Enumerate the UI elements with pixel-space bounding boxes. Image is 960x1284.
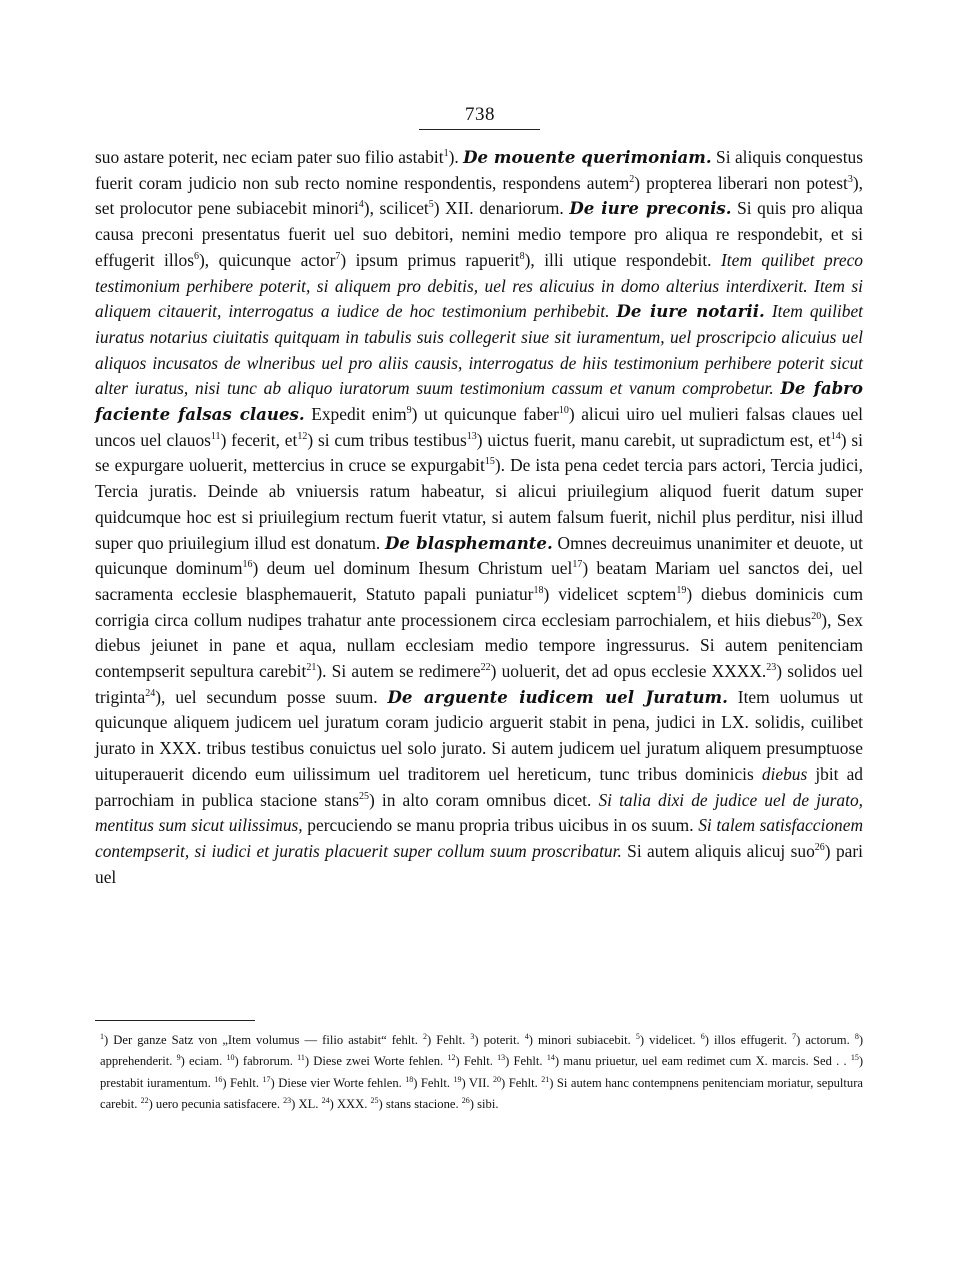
footnote-marker: 20 [811, 610, 822, 622]
section-heading: De blasphemante. [385, 532, 553, 553]
text-run: ) apprehenderit. [100, 1033, 864, 1069]
text-run: ), scilicet [363, 198, 429, 219]
italic-text: Item quilibet iuratus notarius ciuitatis quitquam in tabulis suis collegerit siue sit iuramentum, uel proscripcio alicuius uel aliquos incusatos de wlneribus uel pro aliis causis, interrogatus de hiis testimonium perhibere poterit sicut alter iuratus, nisi tunc ab aliquo iuratorum suum testimonium cassum et vanum comprobetur. [95, 301, 863, 399]
text-run: ). Si autem se redimere [316, 661, 481, 682]
text-run: ) uictus fuerit, manu carebit, ut supradictum est, et [476, 429, 831, 450]
text-run: ) alicui uiro uel mulieri falsas claues uel uncos uel clauos [95, 404, 863, 450]
footnote-marker: 14 [830, 430, 841, 442]
footnote-marker: 12 [297, 430, 308, 442]
footnote-marker: 5 [635, 1031, 640, 1041]
footnote-marker: 19 [676, 585, 687, 597]
footnote-marker: 22 [140, 1095, 149, 1105]
footnote-marker: 17 [572, 559, 583, 571]
footnote-marker: 1 [100, 1031, 104, 1041]
footnote-marker: 16 [242, 559, 253, 571]
text-run: ), set prolocutor pene subiacebit minori [95, 172, 863, 219]
section-heading: De iure notarii. [616, 301, 765, 322]
text-run: ) propterea liberari non potest [634, 172, 848, 193]
text-run: ) Diese vier Worte fehlen. [270, 1075, 406, 1090]
text-run: ) beatam Mariam uel sanctos dei, uel sacramenta ecclesie blasphemauerit, Statuto papali puniatur [95, 558, 863, 604]
text-run: ) XL. [291, 1096, 322, 1111]
footnote-marker: 2 [629, 173, 635, 185]
footnote-marker: 4 [524, 1031, 529, 1041]
text-run: ) Fehlt. [427, 1033, 471, 1047]
section-heading: De fabro faciente falsas claues. [95, 378, 863, 425]
text-run: ) Fehlt. [413, 1075, 454, 1090]
footnote-marker: 12 [447, 1053, 456, 1063]
text-run: ) ipsum primus rapuerit [340, 249, 520, 270]
footnote-marker: 23 [283, 1095, 292, 1105]
text-run: ), Sex diebus jeiunet in pane et aqua, nullam ecclesiam medio tempore ingressurus. Si autem penitenciam contempserit sepultura carebit [95, 609, 863, 682]
footnote-marker: 21 [306, 662, 317, 674]
page-number: 738 [465, 104, 495, 125]
italic-text: Si talia dixi de judice uel de jurato, mentitus sum sicut uilissimus, [95, 789, 863, 836]
text-run: ) Der ganze Satz von „Item volumus — filio astabit“ fehlt. [104, 1033, 424, 1047]
footnote-marker: 24 [321, 1095, 330, 1105]
text-run [765, 301, 772, 321]
text-run: ) in alto coram omnibus dicet. [369, 789, 599, 810]
footnote-marker: 8 [519, 251, 525, 263]
text-run: ) VII. [461, 1075, 494, 1090]
text-run: ) Fehlt. [505, 1054, 547, 1069]
text-run: Item uolumus ut quicunque aliquem judicem uel juratum coram judicio arguerit stabit in pena, judici in LX. solidis, cuilibet jurato in XXX. tribus testibus conuictus uel solo jurato. Si autem judicem uel juratum aliquem presumptuose uituperauerit dicendo eum uilissimum uel traditorem uel hereticum, tunc tribus dominicis [95, 686, 863, 784]
footnote-marker: 23 [766, 662, 777, 674]
text-run: ), illi utique respondebit. [524, 249, 721, 270]
text-run: Omnes decreuimus unanimiter et deuote, ut quicunque dominum [95, 532, 863, 579]
text-run: Si autem aliquis alicuj suo [621, 840, 815, 861]
italic-text: Item quilibet preco testimonium perhibere poterit, si aliquem pro debitis, uel res alicuius in domo alterius interdixerit. Item si aliquem citauerit, interrogatus a iudice de hoc testimonium perhibebit. [95, 249, 863, 322]
main-paragraph [95, 145, 863, 890]
text-run: ) prestabit iuramentum. [100, 1054, 864, 1090]
footnotes [100, 1030, 863, 1115]
footnote-marker: 14 [546, 1053, 555, 1063]
section-heading: De mouente querimoniam. [463, 147, 712, 167]
text-run: ) sibi. [469, 1096, 499, 1111]
footnote-marker: 26 [461, 1095, 470, 1105]
text-run: ) solidos uel triginta [95, 661, 863, 707]
text-run: ). De ista pena cedet tercia pars actori, Tercia judici, Tercia juratis. Deinde ab vniuersis ratum habeatur, si alicui priuilegium aliquod fuerit datum super quidcumque hoc est si priuilegium rectum fuerit vtatur, si autem falsum fuerit, nichil plus perditur, nisi illud super quo priuilegium illud est donatum. [95, 455, 863, 553]
footnote-marker: 7 [335, 251, 341, 263]
text-run: ) ut quicunque faber [411, 404, 559, 425]
footnote-marker: 13 [466, 430, 477, 442]
text-run: ) Diese zwei Worte fehlen. [304, 1054, 448, 1069]
text-run: ) uero pecunia satisfacere. [148, 1096, 284, 1111]
text-run: jbit ad parrochiam in publica stacione stans [95, 763, 863, 810]
text-run: Si aliquis conquestus fuerit coram judicio non sub recto nomine respondentis, respondens autem [95, 147, 863, 193]
footnote-marker: 20 [493, 1074, 502, 1084]
text-run: ) si se expurgare uoluerit, mettercius in cruce se expurgabit [95, 429, 863, 476]
footnote-marker: 2 [423, 1031, 428, 1041]
text-run: ) poterit. [474, 1033, 525, 1047]
footnote-marker: 3 [847, 173, 853, 185]
text-run [609, 301, 616, 321]
text-run: ) diebus dominicis cum corrigia circa collum nudipes trahatur ante processionem circa ecclesiam parrochialem, et hiis diebus [95, 583, 863, 630]
footnote-marker: 19 [453, 1074, 462, 1084]
main-text [95, 145, 863, 890]
footnote-marker: 8 [854, 1031, 859, 1041]
footnote-marker: 1 [443, 148, 449, 160]
footnote-marker: 15 [850, 1053, 859, 1063]
text-run: ) illos effugerit. [704, 1033, 793, 1047]
text-run: ) fabrorum. [234, 1054, 298, 1069]
footnote-marker: 22 [480, 662, 491, 674]
text-run: ) uoluerit, det ad opus ecclesie XXXX. [490, 661, 767, 682]
text-run: ) Fehlt. [455, 1054, 498, 1069]
footnote-rule [95, 1020, 255, 1021]
footnote-marker: 3 [470, 1031, 475, 1041]
text-run: ) minori subiacebit. [528, 1033, 636, 1047]
footnote-marker: 21 [541, 1074, 550, 1084]
text-run: ). [448, 147, 464, 167]
footnote-paragraph [100, 1030, 863, 1115]
text-run: ) videlicet scptem [543, 583, 677, 604]
footnote-marker: 16 [214, 1074, 223, 1084]
header-rule [419, 129, 540, 130]
text-run: ) manu priuetur, uel eam redimet cum X. marcis. Sed . . [554, 1054, 851, 1069]
text-run: ) Fehlt. [222, 1075, 263, 1090]
footnote-marker: 13 [497, 1053, 506, 1063]
footnote-marker: 7 [792, 1031, 797, 1041]
text-run: ), quicunque actor [199, 249, 336, 270]
footnote-marker: 4 [358, 199, 364, 211]
footnote-marker: 15 [484, 456, 495, 468]
footnote-marker: 24 [145, 687, 156, 699]
text-run: suo astare poterit, nec eciam pater suo filio astabit [95, 147, 444, 167]
footnote-marker: 6 [700, 1031, 705, 1041]
footnote-marker: 11 [297, 1053, 305, 1063]
footnote-marker: 5 [428, 199, 434, 211]
text-run: Expedit enim [304, 404, 407, 425]
text-run: percuciendo se manu propria tribus uicibus in os suum. [302, 815, 699, 836]
text-run: ) si cum tribus testibus [307, 429, 467, 450]
text-run: ) stans stacione. [378, 1096, 462, 1111]
footnote-marker: 10 [226, 1053, 235, 1063]
footnote-marker: 10 [558, 405, 569, 417]
section-heading: De arguente iudicem uel Juratum. [387, 686, 728, 707]
text-run: ) deum uel dominum Ihesum Christum uel [252, 558, 573, 579]
text-run: ) eciam. [180, 1054, 227, 1069]
footnote-marker: 25 [370, 1095, 379, 1105]
text-run [774, 378, 781, 398]
footnote-marker: 17 [262, 1074, 271, 1084]
text-run: ) actorum. [796, 1033, 855, 1047]
footnote-marker: 18 [533, 585, 544, 597]
footnote-marker: 18 [405, 1074, 414, 1084]
text-run: ) videlicet. [639, 1033, 701, 1047]
italic-text: diebus [761, 763, 808, 784]
footnote-marker: 6 [194, 251, 200, 263]
text-run: ) Si autem hanc contempnens penitenciam moriatur, sepultura carebit. [100, 1075, 863, 1111]
italic-text: Si talem satisfaccionem contempserit, si iudici et juratis placuerit super collum suum proscribatur. [95, 815, 863, 861]
text-run: ) pari uel [95, 840, 863, 887]
text-run: ) Fehlt. [501, 1075, 542, 1090]
footnote-marker: 9 [176, 1053, 181, 1063]
footnote-marker: 9 [406, 405, 412, 417]
text-run: ) fecerit, et [220, 429, 298, 450]
section-heading: De iure preconis. [569, 198, 732, 219]
footnote-marker: 26 [814, 842, 825, 854]
text-run: ) XII. denariorum. [433, 198, 570, 219]
text-run: Si quis pro aliqua causa preconi presentatus fuerit uel suo debitori, nemini medio tempore pro aliqua re respondebit, et si effugerit illos [95, 198, 864, 270]
text-run: ) XXX. [329, 1096, 371, 1111]
footnote-marker: 25 [359, 790, 370, 802]
text-run: ), uel secundum posse suum. [155, 686, 388, 707]
footnote-marker: 11 [210, 430, 221, 442]
